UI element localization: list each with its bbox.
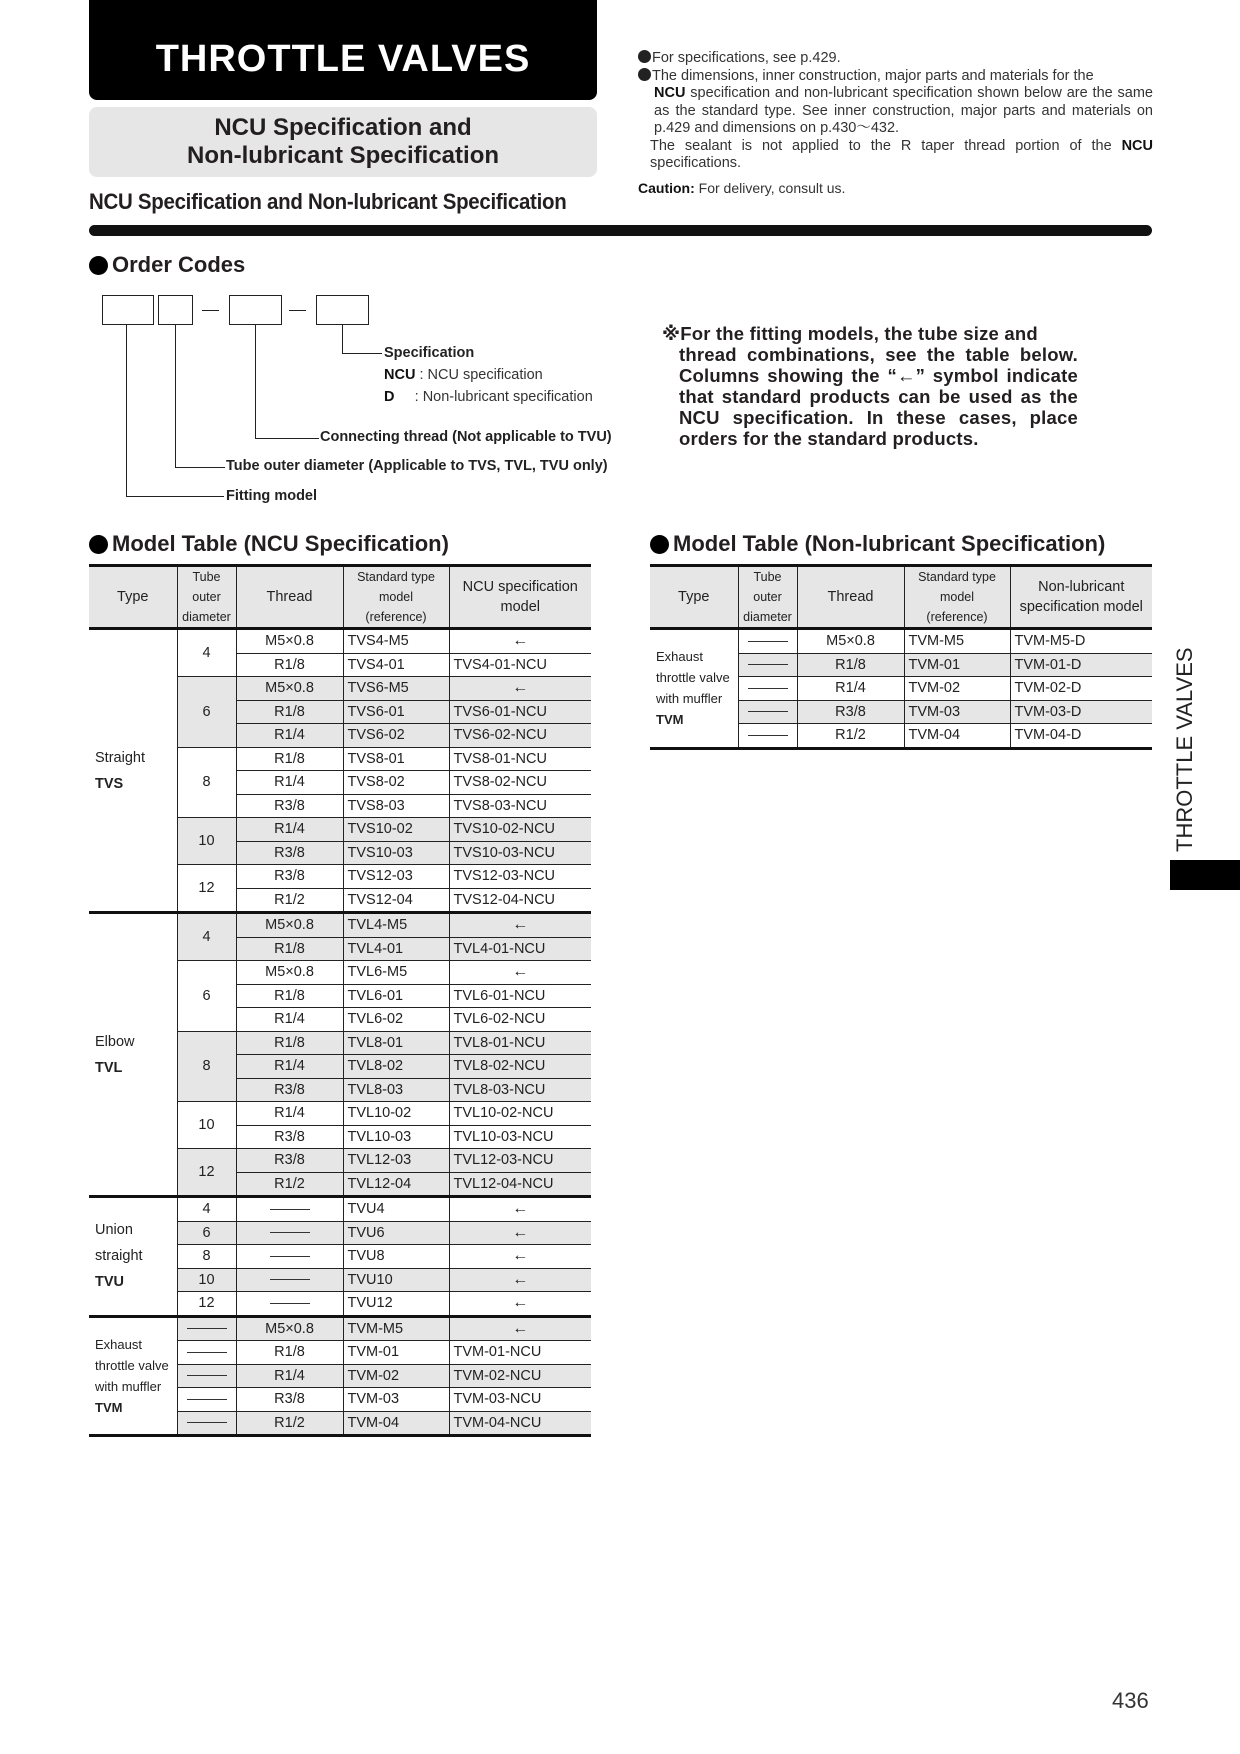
table-header-row (89, 566, 591, 629)
caution-note: Caution: For delivery, consult us. (638, 179, 846, 196)
ncu-model-cell: TVS12-03-NCU (449, 865, 591, 889)
diameter-cell (177, 1316, 236, 1341)
diameter-cell (177, 1341, 236, 1365)
thread-cell: R3/8 (236, 1149, 343, 1173)
standard-model-cell: TVL8-03 (343, 1078, 449, 1102)
ncu-model-cell: TVS6-02-NCU (449, 724, 591, 748)
thread-cell: R1/2 (236, 1411, 343, 1436)
non-lubricant-model-cell: TVM-03-D (1010, 700, 1152, 724)
standard-model-cell: TVS4-M5 (343, 629, 449, 654)
standard-model-cell: TVL4-01 (343, 937, 449, 961)
code-dash (202, 310, 219, 311)
section-heading: NCU Specification and Non-lubricant Specification (89, 189, 567, 214)
thread-cell: R3/8 (236, 1125, 343, 1149)
thread-cell: M5×0.8 (236, 677, 343, 701)
dash-icon (748, 641, 788, 642)
thread-cell: R1/4 (797, 677, 904, 701)
connector-line (175, 325, 176, 468)
thread-cell: M5×0.8 (797, 629, 904, 654)
thread-cell: M5×0.8 (236, 961, 343, 985)
same-as-standard-arrow-icon: ← (449, 1316, 591, 1341)
type-code: TVM (95, 1399, 123, 1415)
same-as-standard-arrow-icon: ← (449, 1245, 591, 1269)
note-1: For specifications, see p.429. (638, 50, 1153, 68)
thread-cell: R3/8 (236, 841, 343, 865)
ncu-model-cell: TVL6-02-NCU (449, 1008, 591, 1032)
table-row (89, 913, 591, 938)
code-box-tube-diameter (158, 295, 193, 325)
ncu-table-heading: Model Table (NCU Specification) (89, 531, 449, 557)
thread-cell: R1/8 (236, 747, 343, 771)
bullet-icon (650, 535, 669, 554)
thread-cell: R1/2 (236, 888, 343, 913)
standard-model-cell: TVM-04 (343, 1411, 449, 1436)
same-as-standard-arrow-icon: ← (449, 1268, 591, 1292)
fitting-model-label: Fitting model (226, 488, 318, 504)
thread-cell (236, 1292, 343, 1317)
standard-model-cell: TVM-02 (904, 677, 1010, 701)
col-type: Type (650, 566, 738, 629)
dash-icon (270, 1256, 310, 1257)
table-row (650, 629, 1152, 654)
ncu-model-cell: TVL12-04-NCU (449, 1172, 591, 1197)
same-as-standard-arrow-icon: ← (449, 913, 591, 938)
nl-table-heading: Model Table (Non-lubricant Specification) (650, 531, 1105, 557)
ncu-model-cell: TVS8-01-NCU (449, 747, 591, 771)
diameter-cell (177, 1364, 236, 1388)
thread-cell: R1/8 (236, 653, 343, 677)
standard-model-cell: TVS10-03 (343, 841, 449, 865)
standard-model-cell: TVU4 (343, 1197, 449, 1222)
spec-option-ncu: NCU : NCU specification (384, 367, 543, 383)
dash-icon (187, 1352, 227, 1353)
ncu-model-cell: TVS10-02-NCU (449, 818, 591, 842)
type-cell: Elbow TVL (89, 913, 177, 1197)
thread-cell: M5×0.8 (236, 1316, 343, 1341)
table-header-row (650, 566, 1152, 629)
standard-model-cell: TVU6 (343, 1221, 449, 1245)
code-box-fitting-model (102, 295, 154, 325)
spec-label: Specification (384, 345, 475, 361)
standard-model-cell: TVM-01 (904, 653, 1010, 677)
side-tab-block (1170, 860, 1240, 890)
standard-model-cell: TVS12-03 (343, 865, 449, 889)
diameter-cell (738, 700, 797, 724)
standard-model-cell: TVU8 (343, 1245, 449, 1269)
connecting-thread-label: Connecting thread (Not applicable to TVU) (320, 429, 612, 445)
diameter-cell: 6 (177, 677, 236, 748)
thread-cell: R1/4 (236, 724, 343, 748)
thread-cell: R1/8 (797, 653, 904, 677)
standard-model-cell: TVM-04 (904, 724, 1010, 749)
diameter-cell (738, 677, 797, 701)
diameter-cell: 6 (177, 961, 236, 1032)
standard-model-cell: TVL6-M5 (343, 961, 449, 985)
diameter-cell: 6 (177, 1221, 236, 1245)
type-code: TVM (656, 712, 684, 728)
thread-cell: R3/8 (236, 1388, 343, 1412)
ncu-model-table (89, 564, 591, 1437)
col-ncu-model: NCU specification model (449, 566, 591, 629)
dash-icon (270, 1209, 310, 1210)
subtitle-line-2: Non-lubricant Specification (186, 142, 500, 169)
standard-model-cell: TVL12-03 (343, 1149, 449, 1173)
bullet-icon (89, 535, 108, 554)
standard-model-cell: TVS6-01 (343, 700, 449, 724)
table-row (89, 629, 591, 654)
side-tab-label: THROTTLE VALVES (1172, 647, 1197, 852)
connector-line (175, 467, 225, 468)
diameter-cell: 12 (177, 865, 236, 913)
type-cell: Straight TVS (89, 629, 177, 913)
col-non-lubricant-model: Non-lubricant specification model (1010, 566, 1152, 629)
standard-model-cell: TVM-01 (343, 1341, 449, 1365)
thread-cell: R1/4 (236, 1008, 343, 1032)
thread-cell: R1/8 (236, 1031, 343, 1055)
same-as-standard-arrow-icon: ← (449, 1197, 591, 1222)
code-box-thread (229, 295, 282, 325)
diameter-cell (738, 724, 797, 749)
non-lubricant-model-cell: TVM-02-D (1010, 677, 1152, 701)
ncu-model-cell: TVM-03-NCU (449, 1388, 591, 1412)
thread-cell: M5×0.8 (236, 629, 343, 654)
ncu-model-cell: TVL10-02-NCU (449, 1102, 591, 1126)
thread-cell: R1/8 (236, 937, 343, 961)
standard-model-cell: TVM-02 (343, 1364, 449, 1388)
title-banner (89, 0, 597, 100)
connector-line (255, 325, 256, 439)
diameter-cell: 4 (177, 913, 236, 961)
standard-model-cell: TVS8-01 (343, 747, 449, 771)
same-as-standard-arrow-icon: ← (449, 1292, 591, 1317)
bullet-icon (638, 50, 651, 63)
thread-cell (236, 1221, 343, 1245)
thread-cell: R1/4 (236, 818, 343, 842)
note-2: The dimensions, inner construction, major parts and materials for the (638, 68, 1153, 86)
thread-cell: R1/8 (236, 700, 343, 724)
connector-line (126, 496, 224, 497)
standard-model-cell: TVM-M5 (904, 629, 1010, 654)
type-cell: Exhaust throttle valve with muffler TVM (89, 1316, 177, 1436)
thread-cell: R1/4 (236, 1102, 343, 1126)
thread-cell: R3/8 (236, 794, 343, 818)
dash-icon (270, 1232, 310, 1233)
ncu-model-cell: TVL12-03-NCU (449, 1149, 591, 1173)
thread-cell (236, 1268, 343, 1292)
col-thread: Thread (236, 566, 343, 629)
col-tube-outer-diameter: Tube outer diameter (738, 566, 797, 629)
dash-icon (748, 688, 788, 689)
non-lubricant-model-cell: TVM-04-D (1010, 724, 1152, 749)
standard-model-cell: TVS12-04 (343, 888, 449, 913)
dash-icon (748, 735, 788, 736)
standard-model-cell: TVU10 (343, 1268, 449, 1292)
same-as-standard-arrow-icon: ← (449, 961, 591, 985)
order-codes-heading: Order Codes (89, 252, 245, 278)
standard-model-cell: TVS6-M5 (343, 677, 449, 701)
thread-cell: R1/4 (236, 1055, 343, 1079)
standard-model-cell: TVS8-02 (343, 771, 449, 795)
ncu-model-cell: TVS6-01-NCU (449, 700, 591, 724)
dash-icon (187, 1399, 227, 1400)
standard-model-cell: TVL4-M5 (343, 913, 449, 938)
standard-model-cell: TVS4-01 (343, 653, 449, 677)
non-lubricant-model-cell: TVM-01-D (1010, 653, 1152, 677)
col-standard-model: Standard type model (reference) (904, 566, 1010, 629)
same-as-standard-arrow-icon: ← (449, 629, 591, 654)
reference-mark-icon: ※ (662, 323, 681, 344)
bullet-icon (89, 256, 108, 275)
dash-icon (748, 711, 788, 712)
diameter-cell: 12 (177, 1292, 236, 1317)
same-as-standard-arrow-icon: ← (449, 677, 591, 701)
page-number: 436 (1112, 1688, 1149, 1713)
ncu-model-cell: TVS10-03-NCU (449, 841, 591, 865)
table-row (89, 1197, 591, 1222)
thread-cell (236, 1197, 343, 1222)
thread-cell: R1/2 (797, 724, 904, 749)
thread-cell: R1/2 (236, 1172, 343, 1197)
tube-diameter-label: Tube outer diameter (Applicable to TVS, TVL, TVU only) (226, 458, 608, 474)
fitting-note: ※For the fitting models, the tube size and thread combinations, see the table below. Columns showing the “←” symbol indicate that standard products can be used as the NCU specification. In these cases, place orders for the standard products. (662, 323, 1078, 449)
standard-model-cell: TVL8-01 (343, 1031, 449, 1055)
diameter-cell: 12 (177, 1149, 236, 1197)
type-cell: Union straight TVU (89, 1197, 177, 1317)
standard-model-cell: TVL10-02 (343, 1102, 449, 1126)
thread-cell: R3/8 (797, 700, 904, 724)
standard-model-cell: TVL6-02 (343, 1008, 449, 1032)
thread-cell: R3/8 (236, 865, 343, 889)
col-thread: Thread (797, 566, 904, 629)
divider-rule (89, 225, 1152, 236)
dash-icon (187, 1328, 227, 1329)
connector-line (126, 325, 127, 497)
thread-cell: R1/4 (236, 1364, 343, 1388)
dash-icon (187, 1375, 227, 1376)
code-box-specification (316, 295, 369, 325)
ncu-model-cell: TVL8-02-NCU (449, 1055, 591, 1079)
thread-cell (236, 1245, 343, 1269)
diameter-cell: 8 (177, 747, 236, 818)
diameter-cell: 8 (177, 1245, 236, 1269)
thread-cell: R3/8 (236, 1078, 343, 1102)
standard-model-cell: TVL8-02 (343, 1055, 449, 1079)
standard-model-cell: TVM-03 (343, 1388, 449, 1412)
code-dash (289, 310, 306, 311)
connector-line (342, 353, 382, 354)
page-title: THROTTLE VALVES (155, 37, 531, 80)
standard-model-cell: TVM-03 (904, 700, 1010, 724)
thread-cell: R1/8 (236, 984, 343, 1008)
standard-model-cell: TVL6-01 (343, 984, 449, 1008)
spec-option-d: D : Non-lubricant specification (384, 389, 593, 405)
thread-cell: R1/4 (236, 771, 343, 795)
non-lubricant-model-cell: TVM-M5-D (1010, 629, 1152, 654)
same-as-standard-arrow-icon: ← (449, 1221, 591, 1245)
connector-line (255, 438, 319, 439)
standard-model-cell: TVL12-04 (343, 1172, 449, 1197)
diameter-cell (738, 653, 797, 677)
subtitle-box (89, 107, 597, 177)
type-code: TVL (95, 1059, 123, 1076)
diameter-cell (177, 1411, 236, 1436)
standard-model-cell: TVS6-02 (343, 724, 449, 748)
diameter-cell: 10 (177, 818, 236, 865)
bullet-icon (638, 68, 651, 81)
thread-cell: R1/8 (236, 1341, 343, 1365)
ncu-model-cell: TVL8-03-NCU (449, 1078, 591, 1102)
thread-cell: M5×0.8 (236, 913, 343, 938)
ncu-model-cell: TVL4-01-NCU (449, 937, 591, 961)
type-code: TVU (95, 1274, 124, 1291)
diameter-cell: 10 (177, 1268, 236, 1292)
ncu-model-cell: TVM-01-NCU (449, 1341, 591, 1365)
col-type: Type (89, 566, 177, 629)
dash-icon (270, 1303, 310, 1304)
table-row (89, 1316, 591, 1341)
note-2-continued: NCU specification and non-lubricant specification shown below are the same as the standard type. See inner construction, major parts and materials on p.429 and dimensions on p.430～432. (654, 85, 1153, 136)
notes-block (638, 50, 1153, 197)
connector-line (342, 325, 343, 353)
ncu-model-cell: TVM-02-NCU (449, 1364, 591, 1388)
ncu-model-cell: TVL10-03-NCU (449, 1125, 591, 1149)
standard-model-cell: TVU12 (343, 1292, 449, 1317)
ncu-model-cell: TVS8-02-NCU (449, 771, 591, 795)
subtitle-line-1: NCU Specification and (214, 114, 472, 141)
type-cell: Exhaust throttle valve with muffler TVM (650, 629, 738, 749)
note-sealant: The sealant is not applied to the R taper thread portion of the NCU specifications. (650, 137, 1153, 171)
standard-model-cell: TVL10-03 (343, 1125, 449, 1149)
non-lubricant-model-table (650, 564, 1152, 750)
col-standard-model: Standard type model (reference) (343, 566, 449, 629)
dash-icon (748, 664, 788, 665)
ncu-model-cell: TVL8-01-NCU (449, 1031, 591, 1055)
dash-icon (270, 1279, 310, 1280)
standard-model-cell: TVM-M5 (343, 1316, 449, 1341)
ncu-model-cell: TVS8-03-NCU (449, 794, 591, 818)
standard-model-cell: TVS10-02 (343, 818, 449, 842)
dash-icon (187, 1422, 227, 1423)
diameter-cell: 4 (177, 1197, 236, 1222)
diameter-cell: 10 (177, 1102, 236, 1149)
diameter-cell (738, 629, 797, 654)
ncu-model-cell: TVM-04-NCU (449, 1411, 591, 1436)
col-tube-outer-diameter: Tube outer diameter (177, 566, 236, 629)
diameter-cell: 8 (177, 1031, 236, 1102)
ncu-model-cell: TVS12-04-NCU (449, 888, 591, 913)
ncu-model-cell: TVL6-01-NCU (449, 984, 591, 1008)
standard-model-cell: TVS8-03 (343, 794, 449, 818)
diameter-cell: 4 (177, 629, 236, 677)
ncu-model-cell: TVS4-01-NCU (449, 653, 591, 677)
type-code: TVS (95, 775, 124, 792)
diameter-cell (177, 1388, 236, 1412)
